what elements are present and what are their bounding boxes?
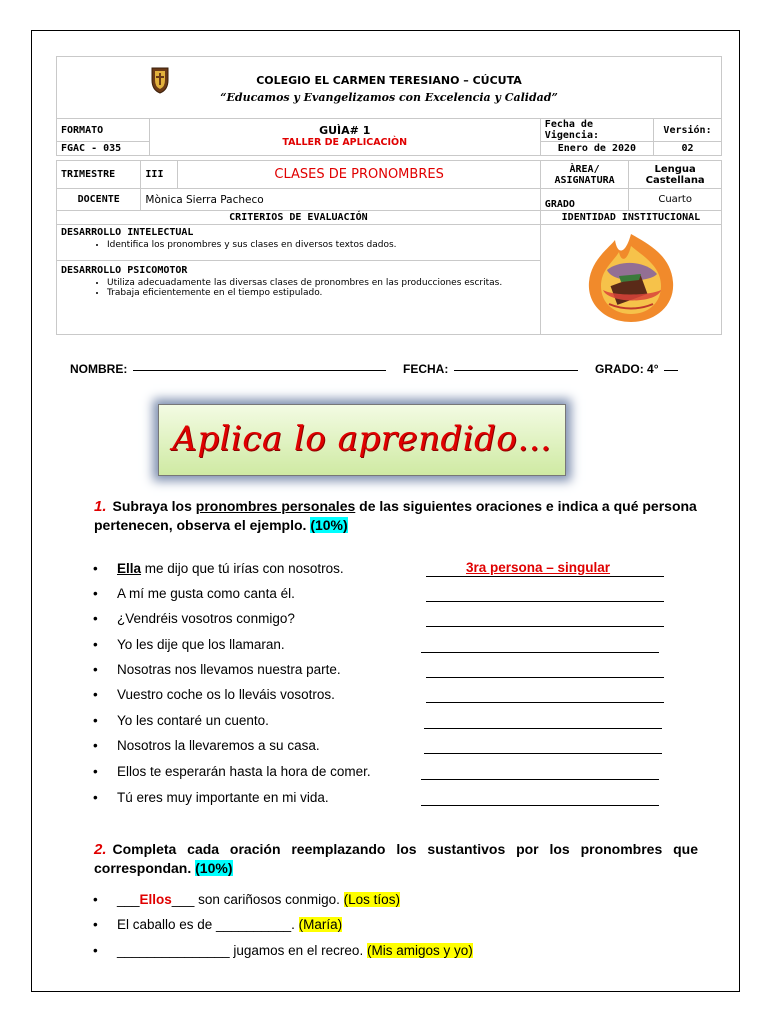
criterios-label: CRITERIOS DE EVALUACIÓN [57,211,541,225]
bullet: • [93,637,98,652]
q1-answer-line[interactable] [421,779,659,780]
q1-answer-line[interactable] [426,601,664,602]
guide-title: GUÌA# 1 [319,124,371,137]
header-table [56,56,722,156]
banner-title: Aplica lo aprendido… [172,419,552,459]
banner-box [158,404,566,476]
q1-answer-line[interactable] [426,626,664,627]
q1-sentence-text: Nosotros la llevaremos a su casa. [117,738,320,753]
school-motto: “Educamos y Evangelizamos con Excelencia y Calidad” [220,90,558,104]
fecha-label: FECHA: [403,362,449,376]
q1-text-underlined: pronombres personales [195,498,356,514]
q1-sentence [93,662,341,677]
formato-label: FORMATO [57,119,150,142]
q2-item-3-blank: _______________ [117,943,230,958]
q2-item-3-hint: (Mis amigos y yo) [366,943,473,958]
bullet: • [93,892,98,907]
q1-sentence [93,738,320,753]
q2-item-2-hint: (María) [298,917,343,932]
intelectual-title: DESARROLLO INTELECTUAL [61,227,194,238]
bullet: • [93,790,98,805]
question-2-number: 2. [94,841,107,858]
grado-field[interactable] [664,370,678,371]
q1-answer-line[interactable] [424,728,662,729]
q1-sentence-text: Tú eres muy importante en mi vida. [117,790,329,805]
intelectual-list [61,240,536,250]
psicomotor-list [61,278,536,298]
grado-label: GRADO [540,189,629,211]
institutional-identity-logo-icon [579,311,683,330]
fecha-field[interactable] [454,370,578,371]
question-2 [94,840,698,878]
topic-title: CLASES DE PRONOMBRES [178,161,540,189]
q1-text-before: Subraya los [112,498,192,514]
q1-sentence-text: Yo les dije que los llamaran. [117,637,285,652]
q1-example-answer-line [426,576,664,577]
docente-label: DOCENTE [57,189,141,211]
trimestre-label: TRIMESTRE [57,161,141,189]
psicomotor-item: • Utiliza adecuadamente las diversas clases de pronombres en las producciones escritas. [107,278,536,288]
psicomotor-item: • Trabaja eficientemente en el tiempo estipulado. [107,288,536,298]
school-crest-icon [149,65,171,95]
bullet: • [93,662,98,677]
fecha-vigencia-value: Enero de 2020 [540,142,653,156]
q2-percent: (10%) [195,860,233,876]
q1-example-rest: me dijo que tú irías con nosotros. [141,561,344,576]
q1-sentence [93,713,269,728]
q1-answer-line[interactable] [424,753,662,754]
q1-sentence [93,687,335,702]
bullet: • [93,943,98,958]
area-label: ÀREA/ ASIGNATURA [540,161,629,189]
q1-sentence [93,790,329,805]
identity-logo-cell [540,225,721,335]
bullet: • [93,611,98,626]
header-school-cell [57,57,722,119]
q1-answer-line[interactable] [426,677,664,678]
grado-value: Cuarto [629,189,722,211]
q1-sentence [93,764,371,779]
q1-sentence-text: ¿Vendréis vosotros conmigo? [117,611,295,626]
formato-value: FGAC - 035 [57,142,150,156]
q2-item-2 [93,917,343,932]
student-info-line [70,362,676,376]
bullet: • [93,713,98,728]
version-value: 02 [654,142,722,156]
school-name: COLEGIO EL CARMEN TERESIANO – CÚCUTA [256,73,522,87]
q1-answer-line[interactable] [426,702,664,703]
info-table [56,160,722,335]
q1-sentence [93,586,295,601]
q2-item-3 [93,943,473,958]
criterios-cell [57,225,541,335]
q1-sentence-text: Ellos te esperarán hasta la hora de comer. [117,764,371,779]
psicomotor-title: DESARROLLO PSICOMOTOR [61,265,188,276]
q2-item-3-text: jugamos en el recreo. [229,943,364,958]
q1-sentence [93,637,285,652]
q1-sentence-text: Yo les contaré un cuento. [117,713,269,728]
bullet: • [93,738,98,753]
q1-sentence [93,611,295,626]
q2-item-1-hint: (Los tíos) [343,892,400,907]
trimestre-value: III [141,161,178,189]
guide-subtitle: TALLER DE APLICACIÒN [282,137,408,148]
q2-item-1-answer: Ellos [139,892,172,907]
q2-text: Completa cada oración reemplazando los sustantivos por los pronombres que correspondan. [94,841,698,876]
fecha-vigencia-label: Fecha de Vigencia: [540,119,653,142]
q1-sentence-text: A mí me gusta como canta él. [117,586,295,601]
q2-item-1-text: son cariñosos conmigo. [194,892,340,907]
bullet: • [93,764,98,779]
question-1-number: 1. [94,498,107,515]
q1-example-pronoun: Ella [117,561,142,576]
q1-answer-line[interactable] [421,805,659,806]
question-1 [94,497,714,535]
q2-item-1: • ___Ellos___ son cariñosos conmigo. (Los tíos) [93,892,400,907]
q1-answer-line[interactable] [421,652,659,653]
nombre-label: NOMBRE: [70,362,128,376]
q2-item-2-text: El caballo es de __________. [117,917,295,932]
nombre-field[interactable] [133,370,386,371]
area-value: Lengua Castellana [629,161,722,189]
q1-example [93,561,344,576]
q1-text-after: de las siguientes oraciones e indica a qué persona pertenecen, observa el ejemplo. [94,498,697,533]
bullet: • [93,586,98,601]
identidad-label: IDENTIDAD INSTITUCIONAL [540,211,721,225]
q1-example-answer: 3ra persona – singular [466,560,611,575]
q1-percent: (10%) [310,517,348,533]
docente-value: Mònica Sierra Pacheco [141,189,540,211]
grado-label: GRADO: 4° [595,362,659,376]
version-label: Versión: [654,119,722,142]
bullet: • [93,561,98,576]
bullet: • [93,687,98,702]
bullet: • [93,917,98,932]
intelectual-item: • Identifica los pronombres y sus clases en diversos textos dados. [107,240,536,250]
guide-title-cell [149,119,540,156]
q1-sentence-text: Vuestro coche os lo lleváis vosotros. [117,687,335,702]
q1-sentence-text: Nosotras nos llevamos nuestra parte. [117,662,341,677]
